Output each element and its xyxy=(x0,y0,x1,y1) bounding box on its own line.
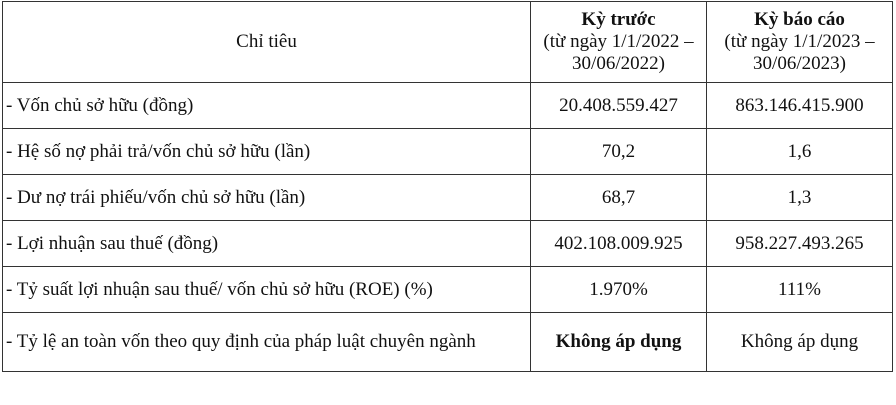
header-previous-title: Kỳ trước xyxy=(581,9,656,30)
table-row xyxy=(3,129,893,175)
header-previous-period xyxy=(531,2,707,83)
row-reporting-value: 958.227.493.265 xyxy=(707,221,893,267)
row-label: - Tỷ suất lợi nhuận sau thuế/ vốn chủ sở hữu (ROE) (%) xyxy=(3,267,531,313)
table-body xyxy=(3,83,893,372)
row-label: - Dư nợ trái phiếu/vốn chủ sở hữu (lần) xyxy=(3,175,531,221)
row-previous-value: 68,7 xyxy=(531,175,707,221)
table-row xyxy=(3,221,893,267)
row-label: - Hệ số nợ phải trả/vốn chủ sở hữu (lần) xyxy=(3,129,531,175)
table-row xyxy=(3,267,893,313)
row-reporting-value: 111% xyxy=(707,267,893,313)
header-row xyxy=(3,2,893,83)
row-previous-value: 1.970% xyxy=(531,267,707,313)
row-label: - Vốn chủ sở hữu (đồng) xyxy=(3,83,531,129)
header-indicator: Chỉ tiêu xyxy=(3,2,531,83)
row-reporting-value: 1,3 xyxy=(707,175,893,221)
row-label: - Tỷ lệ an toàn vốn theo quy định của pháp luật chuyên ngành xyxy=(3,313,531,372)
table-header xyxy=(3,2,893,83)
header-reporting-title: Kỳ báo cáo xyxy=(754,9,845,30)
table-row xyxy=(3,83,893,129)
financial-indicators-table xyxy=(2,1,893,372)
row-reporting-value: 863.146.415.900 xyxy=(707,83,893,129)
header-previous-range: (từ ngày 1/1/2022 – 30/06/2022) xyxy=(543,31,694,74)
header-reporting-range: (từ ngày 1/1/2023 – 30/06/2023) xyxy=(724,31,875,74)
row-previous-value: 402.108.009.925 xyxy=(531,221,707,267)
row-previous-value: 70,2 xyxy=(531,129,707,175)
header-reporting-period xyxy=(707,2,893,83)
row-label: - Lợi nhuận sau thuế (đồng) xyxy=(3,221,531,267)
row-reporting-value: 1,6 xyxy=(707,129,893,175)
row-reporting-value: Không áp dụng xyxy=(707,313,893,372)
row-previous-value: Không áp dụng xyxy=(531,313,707,372)
table-row xyxy=(3,313,893,372)
row-previous-value: 20.408.559.427 xyxy=(531,83,707,129)
table-row xyxy=(3,175,893,221)
